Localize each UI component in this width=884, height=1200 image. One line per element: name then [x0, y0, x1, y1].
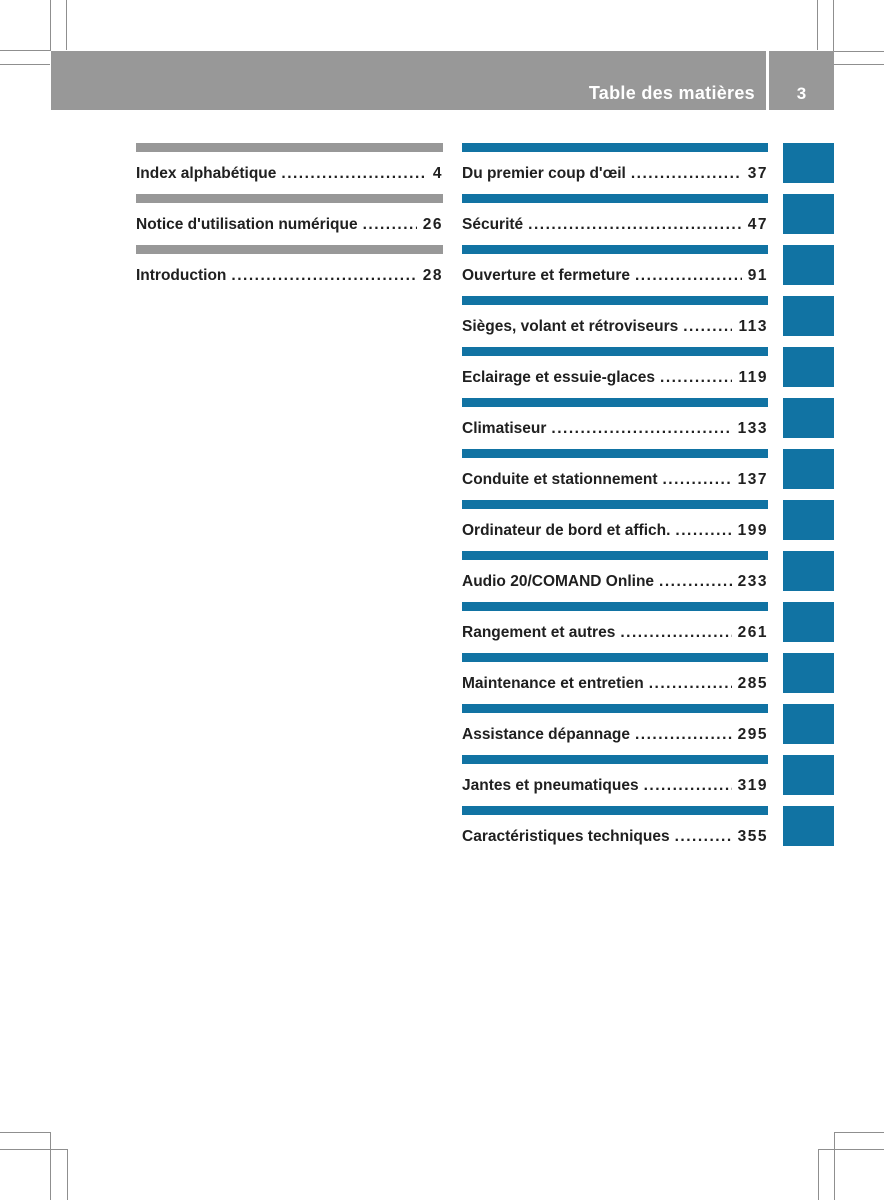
- toc-entry[interactable]: [462, 704, 768, 755]
- toc-leader-dots: [528, 215, 742, 234]
- chapter-tab-marker: [783, 398, 834, 438]
- toc-entry-label: Sécurité: [462, 216, 524, 233]
- toc-leader-dots: [644, 776, 732, 795]
- chapter-tab-marker: [783, 602, 834, 642]
- toc-leader-dots: [635, 725, 732, 744]
- crop-mark: [66, 0, 67, 50]
- toc-leader-dots: [649, 674, 732, 693]
- toc-entry-label: Eclairage et essuie-glaces: [462, 369, 656, 386]
- toc-entry[interactable]: [462, 806, 768, 857]
- crop-mark: [833, 0, 834, 51]
- toc-entry-page: 37: [747, 165, 768, 182]
- toc-leader-dots: [675, 521, 731, 540]
- toc-entry-label: Notice d'utilisation numérique: [136, 216, 358, 233]
- toc-leader-dots: [659, 572, 732, 591]
- toc-entry-label: Ordinateur de bord et affich.: [462, 522, 671, 539]
- chapter-tab-marker: [783, 806, 834, 846]
- section-rule-bar: [462, 143, 768, 152]
- toc-entry[interactable]: [462, 143, 768, 194]
- toc-entry-page: 319: [737, 777, 768, 794]
- toc-entry-label: Introduction: [136, 267, 227, 284]
- chapter-tab-marker: [783, 296, 834, 336]
- crop-mark: [67, 1149, 68, 1200]
- toc-entry[interactable]: [462, 500, 768, 551]
- chapter-tab-marker: [783, 500, 834, 540]
- section-rule-bar: [462, 602, 768, 611]
- toc-leader-dots: [683, 317, 732, 336]
- toc-column-left: [136, 143, 443, 296]
- crop-mark: [0, 64, 50, 65]
- toc-entry[interactable]: [136, 143, 443, 194]
- section-rule-bar: [462, 704, 768, 713]
- section-rule-bar: [136, 194, 443, 203]
- toc-entry[interactable]: [462, 755, 768, 806]
- toc-entry-label: Jantes et pneumatiques: [462, 777, 639, 794]
- section-rule-bar: [462, 500, 768, 509]
- toc-entry-label: Sièges, volant et rétroviseurs: [462, 318, 679, 335]
- section-rule-bar: [136, 245, 443, 254]
- toc-entry-label: Index alphabétique: [136, 165, 277, 182]
- crop-mark: [50, 1132, 51, 1200]
- crop-mark: [818, 1149, 884, 1150]
- toc-leader-dots: [620, 623, 731, 642]
- toc-entry-label: Ouverture et fermeture: [462, 267, 630, 284]
- toc-entry-page: 285: [737, 675, 768, 692]
- toc-leader-dots: [363, 215, 417, 234]
- toc-entry-page: 28: [422, 267, 443, 284]
- toc-entry-page: 47: [747, 216, 768, 233]
- toc-entry-page: 137: [737, 471, 768, 488]
- toc-leader-dots: [231, 266, 416, 285]
- toc-entry-label: Rangement et autres: [462, 624, 616, 641]
- toc-entry-label: Climatiseur: [462, 420, 547, 437]
- section-rule-bar: [462, 449, 768, 458]
- toc-entry-label: Assistance dépannage: [462, 726, 630, 743]
- toc-entry[interactable]: [462, 296, 768, 347]
- toc-entry-page: 295: [737, 726, 768, 743]
- page-title: Table des matières: [588, 83, 755, 103]
- toc-leader-dots: [631, 164, 742, 183]
- section-rule-bar: [462, 755, 768, 764]
- toc-entry[interactable]: [462, 347, 768, 398]
- toc-entry-page: 199: [737, 522, 768, 539]
- toc-entry-page: 113: [738, 318, 768, 335]
- toc-entry[interactable]: [462, 398, 768, 449]
- header-title-bar: [51, 51, 766, 110]
- section-tab-markers: [783, 143, 834, 857]
- toc-leader-dots: [660, 368, 732, 387]
- toc-entry-label: Du premier coup d'œil: [462, 165, 626, 182]
- section-rule-bar: [462, 245, 768, 254]
- toc-entry-label: Audio 20/COMAND Online: [462, 573, 655, 590]
- page-number-box: [769, 51, 834, 110]
- chapter-tab-marker: [783, 143, 834, 183]
- crop-mark: [0, 50, 51, 51]
- crop-mark: [0, 1149, 68, 1150]
- toc-entry-page: 26: [422, 216, 443, 233]
- toc-entry-page: 233: [737, 573, 768, 590]
- toc-entry[interactable]: [462, 551, 768, 602]
- toc-entry[interactable]: [462, 602, 768, 653]
- toc-entry-page: 261: [737, 624, 768, 641]
- chapter-tab-marker: [783, 551, 834, 591]
- crop-mark: [0, 1132, 51, 1133]
- toc-entry-page: 91: [747, 267, 768, 284]
- toc-leader-dots: [662, 470, 731, 489]
- toc-leader-dots: [551, 419, 731, 438]
- chapter-tab-marker: [783, 194, 834, 234]
- toc-entry[interactable]: [136, 194, 443, 245]
- section-rule-bar: [462, 398, 768, 407]
- toc-entry[interactable]: [136, 245, 443, 296]
- crop-mark: [833, 64, 884, 65]
- toc-entry-page: 355: [737, 828, 768, 845]
- section-rule-bar: [462, 347, 768, 356]
- toc-entry-label: Caractéristiques techniques: [462, 828, 670, 845]
- crop-mark: [834, 1132, 835, 1200]
- chapter-tab-marker: [783, 245, 834, 285]
- chapter-tab-marker: [783, 653, 834, 693]
- toc-entry-label: Maintenance et entretien: [462, 675, 644, 692]
- section-rule-bar: [462, 551, 768, 560]
- chapter-tab-marker: [783, 347, 834, 387]
- crop-mark: [818, 1149, 819, 1200]
- crop-mark: [817, 0, 818, 50]
- toc-leader-dots: [675, 827, 732, 846]
- toc-entry-page: 119: [738, 369, 768, 386]
- chapter-tab-marker: [783, 704, 834, 744]
- toc-entry-page: 4: [432, 165, 443, 182]
- toc-entry-page: 133: [737, 420, 768, 437]
- toc-column-right: [462, 143, 768, 857]
- chapter-tab-marker: [783, 755, 834, 795]
- toc-leader-dots: [635, 266, 742, 285]
- section-rule-bar: [462, 653, 768, 662]
- crop-mark: [833, 51, 884, 52]
- toc-entry[interactable]: [462, 194, 768, 245]
- page-number: 3: [796, 84, 807, 103]
- toc-entry-label: Conduite et stationnement: [462, 471, 658, 488]
- toc-entry[interactable]: [462, 245, 768, 296]
- section-rule-bar: [462, 194, 768, 203]
- section-rule-bar: [462, 806, 768, 815]
- toc-leader-dots: [281, 164, 426, 183]
- toc-entry[interactable]: [462, 653, 768, 704]
- crop-mark: [50, 0, 51, 51]
- section-rule-bar: [462, 296, 768, 305]
- toc-entry[interactable]: [462, 449, 768, 500]
- section-rule-bar: [136, 143, 443, 152]
- chapter-tab-marker: [783, 449, 834, 489]
- crop-mark: [834, 1132, 884, 1133]
